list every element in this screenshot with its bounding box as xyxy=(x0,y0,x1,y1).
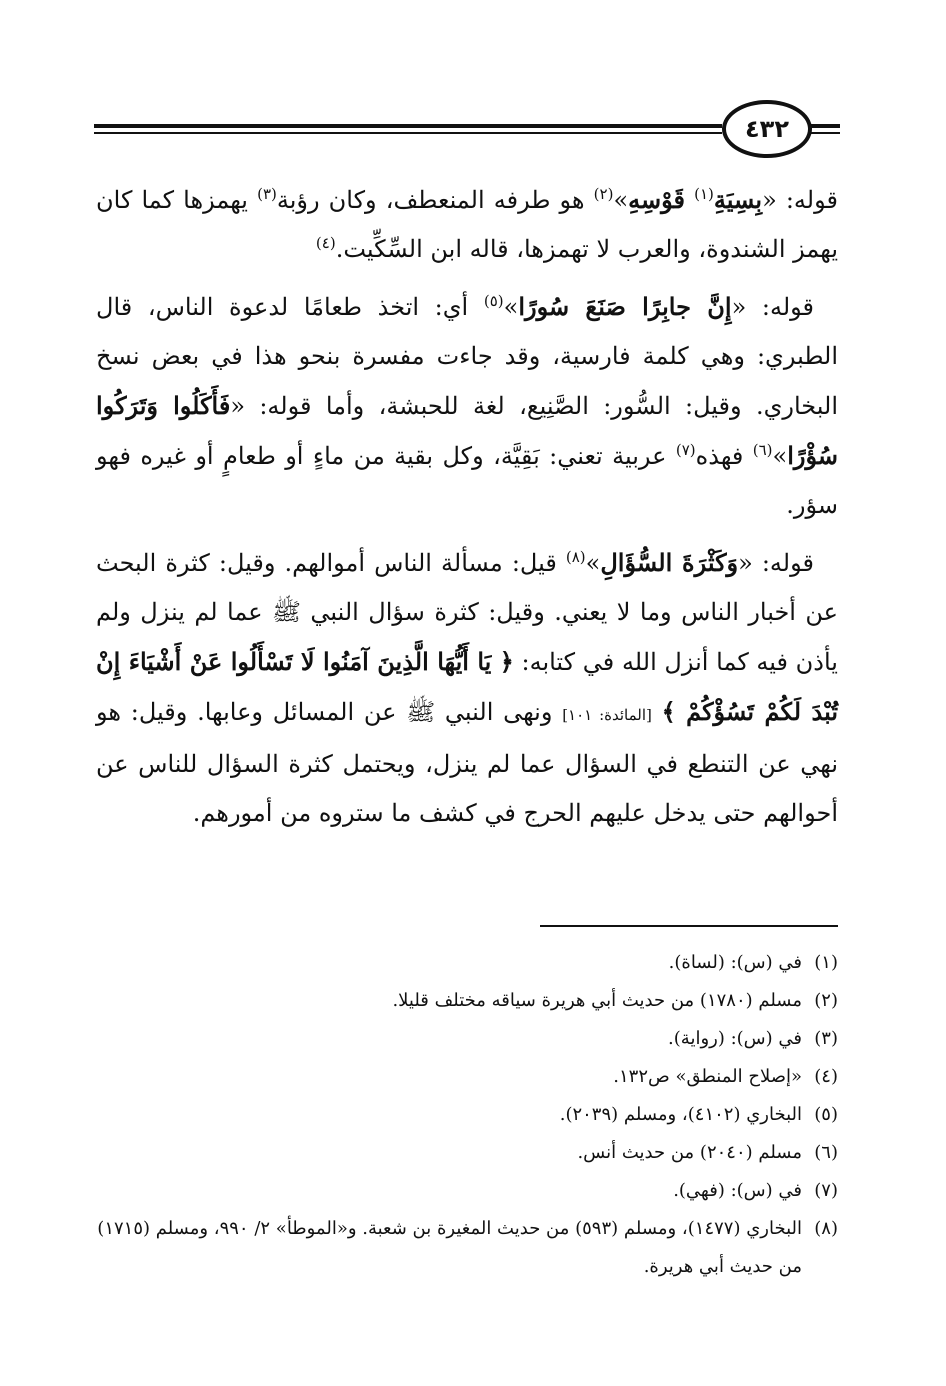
paragraph-3 xyxy=(96,538,838,838)
header-rule-right-thin xyxy=(810,132,840,134)
paragraph-1 xyxy=(96,175,838,274)
verse-reference: [المائدة: ١٠١] xyxy=(562,706,652,724)
text-segment: قوله: « xyxy=(738,549,814,577)
footnote-number: (٢) xyxy=(814,990,838,1011)
text-segment: عربية تعني: بَقِيَّة، وكل بقية من ماءٍ أو طعامٍ أو غيره فهو سؤر. xyxy=(96,442,838,519)
quoted-term: وَكَثْرَةَ السُّؤَالِ xyxy=(600,548,739,577)
footnote-item xyxy=(96,1058,838,1096)
footnote-item xyxy=(96,982,838,1020)
footnote-ref[interactable]: (١) xyxy=(694,185,714,203)
footnote-text: البخاري (٤١٠٢)، ومسلم (٢٠٣٩). xyxy=(559,1104,802,1125)
footnote-ref[interactable]: (٣) xyxy=(257,185,277,203)
quoted-term: إِنَّ جابِرًا صَنَعَ سُورًا xyxy=(518,292,732,321)
footnote-item xyxy=(96,1210,838,1286)
footnotes-list xyxy=(96,944,838,1286)
footnote-text: «إصلاح المنطق» ص١٣٢. xyxy=(613,1066,802,1087)
text-segment: قوله: « xyxy=(731,293,814,321)
footnote-item xyxy=(96,944,838,982)
page-number: ٤٣٢ xyxy=(722,100,812,158)
text-segment: هو طرفه المنعطف، وكان رؤبة xyxy=(276,186,585,214)
footnote-text: البخاري (١٤٧٧)، ومسلم (٥٩٣) من حديث المغيرة بن شعبة. و«الموطأ» ٢/ ٩٩٠، ومسلم (١٧١٥) من حديث أبي هريرة. xyxy=(97,1218,802,1277)
text-segment: » xyxy=(503,293,519,321)
footnote-ref[interactable]: (٥) xyxy=(483,292,504,310)
footnote-item xyxy=(96,1020,838,1058)
text-segment: قوله: « xyxy=(762,186,838,214)
header-rule-thin xyxy=(94,132,722,134)
header-rule-right-thick xyxy=(810,124,840,128)
text-segment: يهمزها كما كان يهمز الشندوة، والعرب لا تهمزها، قاله ابن السِّكِّيت. xyxy=(96,186,838,263)
main-text xyxy=(96,175,838,846)
quran-verse: ﴿ يَا أَيُّهَا الَّذِينَ آمَنُوا لَا تَسْأَلُوا عَنْ أَشْيَاءَ إِنْ تُبْدَ لَكُمْ تَسُؤْكُمْ ﴾ xyxy=(96,647,838,726)
paragraph-2 xyxy=(96,282,838,530)
footnote-separator xyxy=(540,925,838,927)
footnote-number: (٨) xyxy=(814,1218,838,1239)
footnote-ref[interactable]: (٤) xyxy=(315,234,336,252)
footnote-ref[interactable]: (٨) xyxy=(565,548,586,566)
footnote-ref[interactable]: (٦) xyxy=(752,441,773,459)
text-segment: » xyxy=(585,549,601,577)
footnote-number: (٥) xyxy=(814,1104,838,1125)
text-segment: أي: اتخذ طعامًا لدعوة الناس، قال الطبري: وهي كلمة فارسية، وقد جاءت مفسرة بنحو هذا في بعض نسخ البخاري. وقيل: السُّور: الصَّنِيع، لغة للحبشة، وأما قوله: « xyxy=(96,293,838,420)
text-segment: » xyxy=(613,186,629,214)
footnote-item xyxy=(96,1172,838,1210)
footnote-number: (١) xyxy=(814,952,838,973)
header-rule-thick xyxy=(94,124,722,128)
quoted-term: قَوْسِهِ xyxy=(628,185,685,214)
footnote-number: (٣) xyxy=(814,1028,838,1049)
quoted-term: بِسِيَةِ xyxy=(713,185,763,214)
footnote-item xyxy=(96,1096,838,1134)
footnote-text: مسلم (٢٠٤٠) من حديث أنس. xyxy=(577,1142,802,1163)
footnote-text: في (س): (رواية). xyxy=(668,1028,802,1049)
text-segment: فهذه xyxy=(695,442,744,470)
text-segment: » xyxy=(772,442,788,470)
footnote-number: (٧) xyxy=(814,1180,838,1201)
footnote-number: (٦) xyxy=(814,1142,838,1163)
footnote-text: في (س): (لساة). xyxy=(668,952,802,973)
footnote-text: مسلم (١٧٨٠) من حديث أبي هريرة سياقه مختلف قليلا. xyxy=(392,990,802,1011)
footnote-number: (٤) xyxy=(814,1066,838,1087)
footnote-text: في (س): (فهي). xyxy=(673,1180,802,1201)
quoted-term: فَأَكَلُوا وَتَرَكُوا سُؤْرًا xyxy=(96,391,838,470)
footnote-ref[interactable]: (٧) xyxy=(675,441,696,459)
text-segment: ونهى النبي ﷺ عن المسائل وعابها. وقيل: هو نهي عن التنطع في السؤال عما لم ينزل، ويحتمل كثرة السؤال للناس عن أحوالهم حتى يدخل عليهم الحرج في كشف ما ستروه من أمورهم. xyxy=(96,698,838,827)
text-segment: قيل: مسألة الناس أموالهم. وقيل: كثرة البحث عن أخبار الناس وما لا يعني. وقيل: كثرة سؤال النبي ﷺ عما لم ينزل ولم يأذن فيه كما أنزل الله في كتابه: xyxy=(96,549,838,676)
footnote-item xyxy=(96,1134,838,1172)
footnote-ref[interactable]: (٢) xyxy=(593,185,614,203)
